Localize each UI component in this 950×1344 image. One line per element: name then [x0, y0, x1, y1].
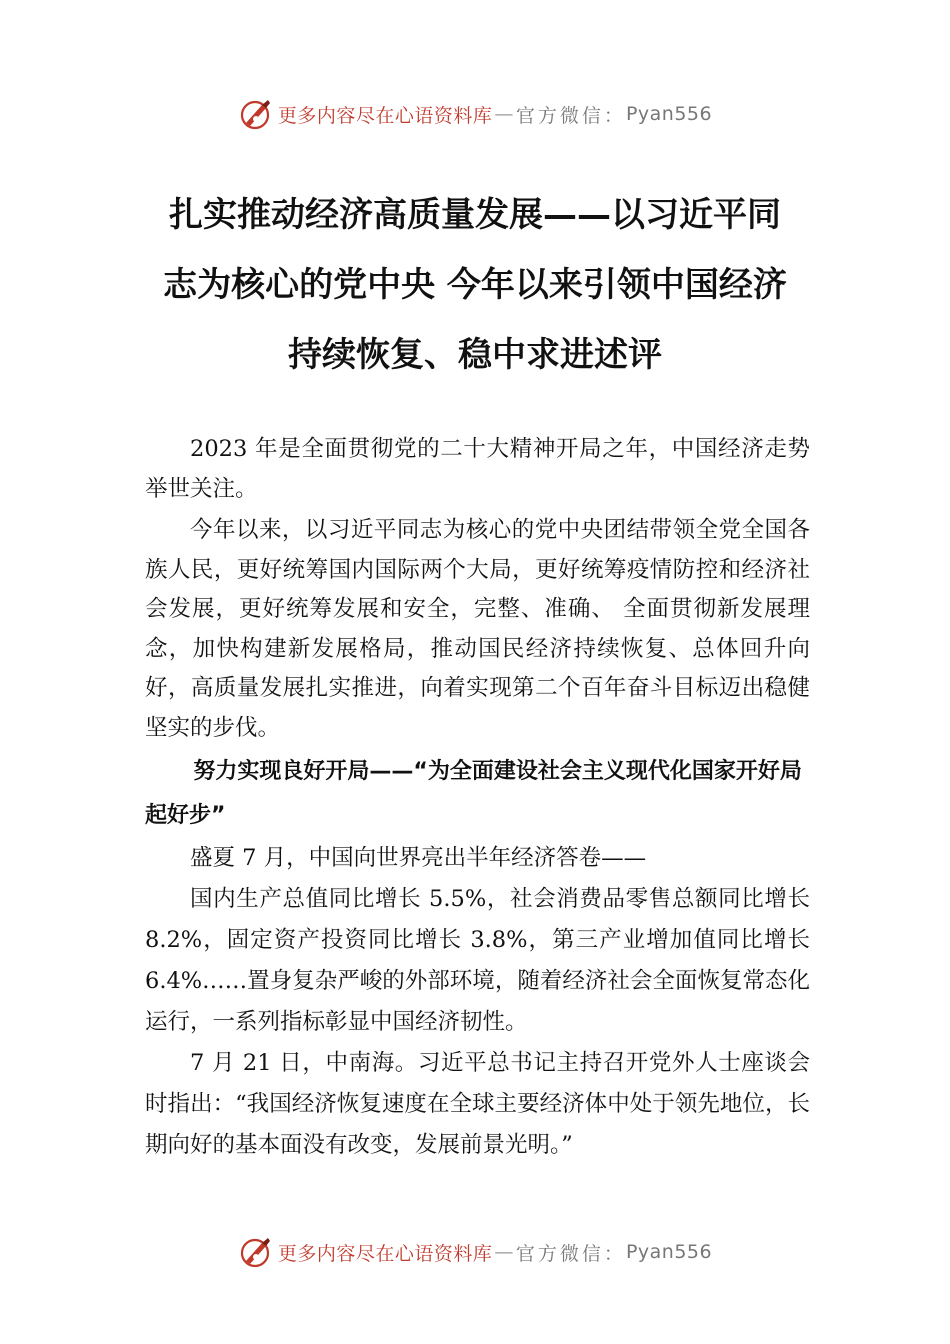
watermark-wechat-id: Pyan556 — [625, 1241, 713, 1263]
watermark-label: 官方微信： — [515, 1242, 626, 1265]
paragraph-symposium: 7 月 21 日，中南海。习近平总书记主持召开党外人士座谈会时指出：“我国经济恢复速度在全球主要经济体中处于领先地位，长期向好的基本面没有改变，发展前景光明。” — [145, 1050, 810, 1158]
paragraph-indicators: 国内生产总值同比增长 5.5%，社会消费品零售总额同比增长 8.2%，固定资产投资同比增长 3.8%，第三产业增加值同比增长 6.4%……置身复杂严峻的外部环境，随着经济社会全面恢复常态化运行，一系列指标彰显中国经济韧性。 — [145, 886, 810, 1035]
watermark-wechat-id: Pyan556 — [625, 103, 713, 125]
watermark-label: 官方微信： — [515, 104, 626, 127]
watermark-dash: — — [494, 1241, 514, 1263]
footer-watermark — [0, 1232, 950, 1272]
title-line-3: 持续恢复、稳中求进述评 — [288, 335, 662, 375]
article-body — [145, 430, 810, 1166]
watermark-brand: 更多内容尽在心语资料库 — [277, 1242, 493, 1265]
title-line-1: 扎实推动经济高质量发展——以习近平同 — [169, 195, 781, 235]
header-watermark — [0, 94, 950, 134]
section-heading: 努力实现良好开局——“为全面建设社会主义现代化国家开好局起好步” — [145, 759, 802, 828]
watermark-dash: — — [494, 103, 514, 125]
paragraph-overview: 今年以来，以习近平同志为核心的党中央团结带领全党全国各族人民，更好统筹国内国际两个大局，更好统筹疫情防控和经济社会发展，更好统筹发展和安全，完整、准确、 全面贯彻新发展理念，加快构建新发展格局，推动国民经济持续恢复、总体回升向好，高质量发展扎实推进，向着实现第二个百年奋斗目标迈出稳健坚实的步伐。 — [145, 517, 810, 741]
document-title — [130, 180, 820, 390]
paragraph-intro: 2023 年是全面贯彻党的二十大精神开局之年，中国经济走势举世关注。 — [145, 436, 810, 502]
title-line-2: 志为核心的党中央 今年以来引领中国经济 — [163, 265, 787, 305]
pen-logo-icon — [238, 97, 272, 131]
paragraph-midyear: 盛夏 7 月，中国向世界亮出半年经济答卷—— — [190, 845, 647, 871]
watermark-brand: 更多内容尽在心语资料库 — [277, 104, 493, 127]
pen-logo-icon — [238, 1235, 272, 1269]
